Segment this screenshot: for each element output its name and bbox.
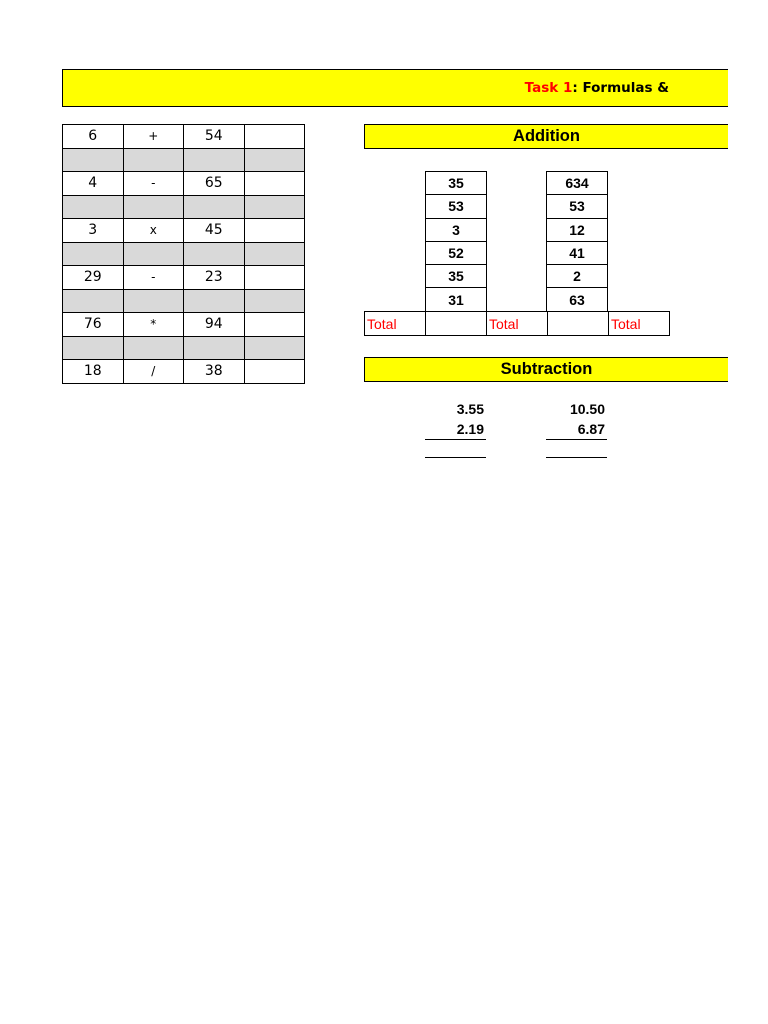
calc-gap-row — [63, 336, 305, 360]
addition-value-cell: 12 — [547, 218, 608, 241]
calc-row — [63, 219, 305, 243]
operand-a-cell: 76 — [63, 313, 124, 337]
calc-gap-row — [63, 242, 305, 266]
gap-cell[interactable] — [123, 148, 184, 172]
gap-cell[interactable] — [184, 148, 245, 172]
calc-row — [63, 313, 305, 337]
addition-value-cell: 63 — [547, 288, 608, 311]
addition-value-cell: 35 — [426, 172, 487, 195]
gap-cell[interactable] — [63, 336, 124, 360]
gap-cell[interactable] — [244, 289, 305, 313]
addition-value-cell: 41 — [547, 241, 608, 264]
gap-cell[interactable] — [244, 195, 305, 219]
operator-cell: + — [123, 125, 184, 149]
addition-value-cell: 53 — [547, 195, 608, 218]
calc-row — [63, 266, 305, 290]
gap-cell[interactable] — [244, 148, 305, 172]
title-banner — [62, 69, 728, 107]
subtraction-minuend: 3.55 — [456, 401, 484, 417]
operator-cell: * — [123, 313, 184, 337]
subtraction-subtrahend: 6.87 — [546, 419, 607, 440]
addition-header — [364, 124, 728, 149]
addition-column-2 — [546, 171, 608, 312]
addition-value-cell: 53 — [426, 195, 487, 218]
operand-b-cell: 94 — [184, 313, 245, 337]
total-label-1: Total — [365, 312, 426, 336]
subtraction-column-2 — [546, 399, 607, 440]
subtraction-header-label: Subtraction — [500, 360, 593, 378]
subtraction-subtrahend: 2.19 — [425, 419, 486, 440]
calc-row — [63, 360, 305, 384]
operand-a-cell: 4 — [63, 172, 124, 196]
total-label-3: Total — [609, 312, 670, 336]
calc-row — [63, 125, 305, 149]
gap-cell[interactable] — [244, 336, 305, 360]
task-title — [525, 70, 669, 106]
task-label: Task 1 — [524, 80, 573, 96]
operand-a-cell: 6 — [63, 125, 124, 149]
gap-cell[interactable] — [63, 148, 124, 172]
gap-cell[interactable] — [123, 195, 184, 219]
task-title-rest: : Formulas & — [572, 80, 669, 96]
addition-value-cell: 52 — [426, 241, 487, 264]
total-row — [364, 311, 670, 336]
operator-cell: - — [123, 172, 184, 196]
calc-gap-row — [63, 148, 305, 172]
gap-cell[interactable] — [63, 289, 124, 313]
subtraction-minuend: 10.50 — [569, 401, 605, 417]
gap-cell[interactable] — [184, 242, 245, 266]
total-cell-2[interactable] — [548, 312, 609, 336]
operand-b-cell: 54 — [184, 125, 245, 149]
addition-value-cell: 35 — [426, 265, 487, 288]
answer-cell[interactable] — [244, 172, 305, 196]
subtraction-result-line — [546, 457, 607, 458]
addition-header-label: Addition — [513, 127, 580, 145]
calc-grid — [62, 124, 305, 384]
answer-cell[interactable] — [244, 266, 305, 290]
gap-cell[interactable] — [123, 336, 184, 360]
total-label-2: Total — [487, 312, 548, 336]
gap-cell[interactable] — [123, 242, 184, 266]
addition-value-cell: 2 — [547, 265, 608, 288]
calc-gap-row — [63, 289, 305, 313]
addition-value-cell: 31 — [426, 288, 487, 311]
answer-cell[interactable] — [244, 219, 305, 243]
gap-cell[interactable] — [63, 242, 124, 266]
operand-a-cell: 18 — [63, 360, 124, 384]
gap-cell[interactable] — [123, 289, 184, 313]
addition-value-cell: 3 — [426, 218, 487, 241]
gap-cell[interactable] — [63, 195, 124, 219]
operator-cell: / — [123, 360, 184, 384]
calc-row — [63, 172, 305, 196]
operator-cell: - — [123, 266, 184, 290]
addition-value-cell: 634 — [547, 172, 608, 195]
subtraction-result-line — [425, 457, 486, 458]
operand-a-cell: 29 — [63, 266, 124, 290]
answer-cell[interactable] — [244, 313, 305, 337]
subtraction-header — [364, 357, 728, 382]
gap-cell[interactable] — [184, 195, 245, 219]
gap-cell[interactable] — [244, 242, 305, 266]
operand-b-cell: 45 — [184, 219, 245, 243]
operand-b-cell: 23 — [184, 266, 245, 290]
operator-cell: x — [123, 219, 184, 243]
answer-cell[interactable] — [244, 360, 305, 384]
calc-gap-row — [63, 195, 305, 219]
gap-cell[interactable] — [184, 336, 245, 360]
total-cell-1[interactable] — [426, 312, 487, 336]
operand-a-cell: 3 — [63, 219, 124, 243]
gap-cell[interactable] — [184, 289, 245, 313]
operand-b-cell: 65 — [184, 172, 245, 196]
subtraction-column-1 — [425, 399, 486, 440]
operand-b-cell: 38 — [184, 360, 245, 384]
addition-column-1 — [425, 171, 487, 312]
answer-cell[interactable] — [244, 125, 305, 149]
